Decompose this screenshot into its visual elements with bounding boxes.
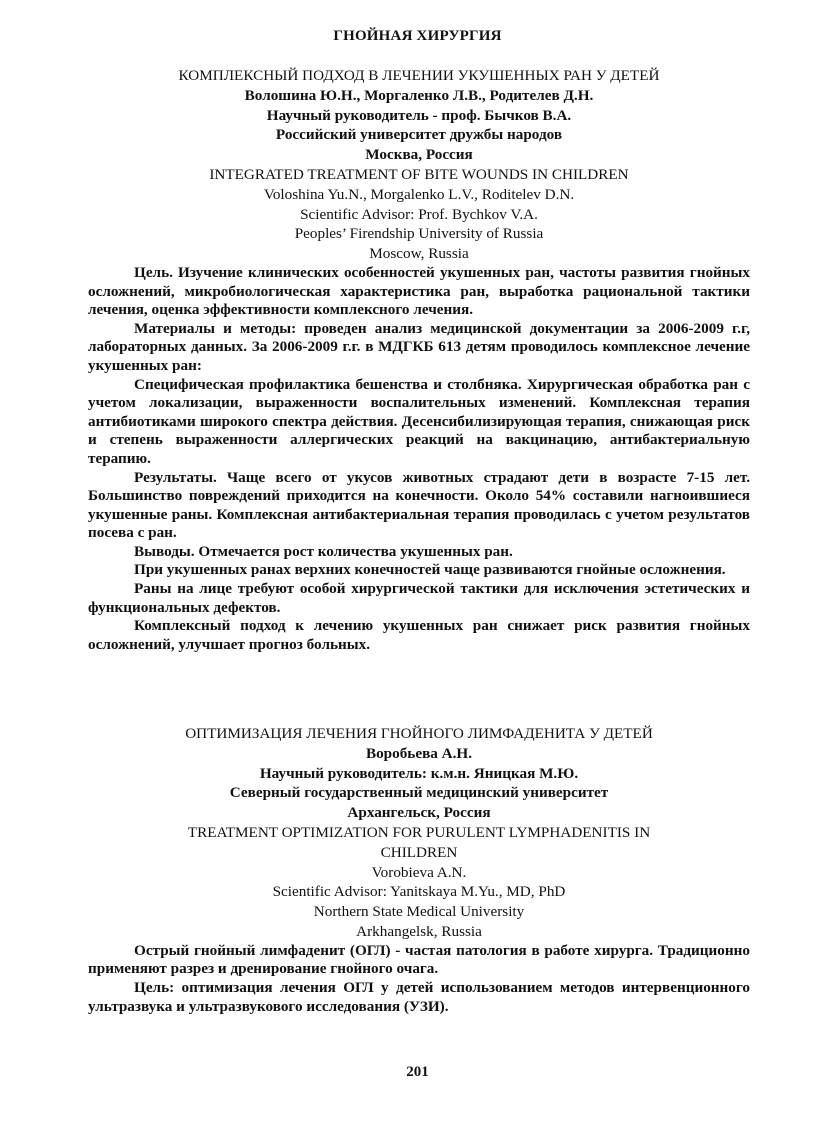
- paragraph: Материалы и методы: проведен анализ медицинской документации за 2006-2009 г.г, лабораторных данных. За 2006-2009 г.г. в МДГКБ 613 детям проводилось комплексное лечение укушенных ран:: [88, 319, 750, 374]
- city-ru: Москва, Россия: [365, 146, 473, 164]
- paragraph: При укушенных ранах верхних конечностей чаще развиваются гнойные осложнения.: [134, 561, 726, 579]
- paragraph: Острый гнойный лимфаденит (ОГЛ) - частая патология в работе хирурга. Традиционно применяют разрез и дренирование гнойного очага.: [88, 941, 750, 978]
- paragraph: Раны на лице требуют особой хирургической тактики для исключения эстетических и функциональных дефектов.: [88, 580, 750, 616]
- advisor-ru: Научный руководитель: к.м.н. Яницкая М.Ю.: [259, 764, 579, 782]
- city-ru: Архангельск, Россия: [347, 804, 491, 822]
- advisor-en: Scientific Advisor: Yanitskaya M.Yu., MD, PhD: [272, 883, 566, 901]
- university-en: Northern State Medical University: [313, 903, 525, 921]
- article-lymphadenitis: [88, 724, 750, 1016]
- paragraph: Цель: оптимизация лечения ОГЛ у детей использованием методов интервенционного ультразвука и ультразвукового исследования (УЗИ).: [88, 978, 750, 1015]
- authors-en: Vorobieva A.N.: [371, 863, 467, 881]
- advisor-ru: Научный руководитель - проф. Бычков В.А.: [266, 106, 572, 124]
- article-title-ru: ОПТИМИЗАЦИЯ ЛЕЧЕНИЯ ГНОЙНОГО ЛИМФАДЕНИТА У ДЕТЕЙ: [185, 725, 653, 742]
- authors-en: Voloshina Yu.N., Morgalenko L.V., Roditelev D.N.: [263, 185, 575, 203]
- article-title-en: INTEGRATED TREATMENT OF BITE WOUNDS IN CHILDREN: [209, 165, 629, 183]
- university-ru: Северный государственный медицинский университет: [229, 784, 609, 802]
- paragraph: Цель. Изучение клинических особенностей укушенных ран, частоты развития гнойных осложнений, микробиологическая характеристика ран, выработка рациональной тактики лечения, оценка эффективности комплексного лечения.: [88, 263, 750, 319]
- university-en: Peoples’ Firendship University of Russia: [294, 225, 544, 243]
- article-body: [88, 264, 750, 654]
- paragraph: Комплексный подход к лечению укушенных ран снижает риск развития гнойных осложнений, улучшает прогноз больных.: [88, 617, 750, 653]
- page-number: 201: [406, 1064, 429, 1080]
- article-title-en-line1: TREATMENT OPTIMIZATION FOR PURULENT LYMPHADENITIS IN: [187, 823, 651, 841]
- city-en: Moscow, Russia: [369, 245, 469, 263]
- article-header: [88, 724, 750, 942]
- article-header: [88, 66, 750, 264]
- article-body: [88, 942, 750, 1016]
- authors-ru: Воробьева А.Н.: [365, 744, 473, 762]
- paragraph: Результаты. Чаще всего от укусов животных страдают дети в возрасте 7-15 лет. Большинство повреждений приходится на конечности. Около 54% составили нагноившиеся укушенные раны. Комплексная антибактериальная терапия проводилась с учетом результатов посева с ран.: [88, 468, 750, 542]
- university-ru: Российский университет дружбы народов: [275, 126, 563, 144]
- article-title-en-line2: CHILDREN: [380, 843, 458, 861]
- section-heading: ГНОЙНАЯ ХИРУРГИЯ: [333, 28, 502, 44]
- advisor-en: Scientific Advisor: Prof. Bychkov V.A.: [300, 205, 538, 223]
- article-title-ru: КОМПЛЕКСНЫЙ ПОДХОД В ЛЕЧЕНИИ УКУШЕННЫХ РАН У ДЕТЕЙ: [178, 67, 660, 84]
- paragraph: Специфическая профилактика бешенства и столбняка. Хирургическая обработка ран с учетом локализации, выраженности воспалительных изменений. Комплексная терапия антибиотиками широкого спектра действия. Десенсибилизирующая терапия, снижающая риск и степень выраженности аллергических реакций на вакцинацию, антибактериальную терапию.: [88, 375, 750, 467]
- city-en: Arkhangelsk, Russia: [356, 922, 482, 940]
- authors-ru: Волошина Ю.Н., Моргаленко Л.В., Родителев Д.Н.: [244, 86, 594, 104]
- article-bite-wounds: [88, 66, 750, 654]
- paragraph: Выводы. Отмечается рост количества укушенных ран.: [134, 542, 513, 560]
